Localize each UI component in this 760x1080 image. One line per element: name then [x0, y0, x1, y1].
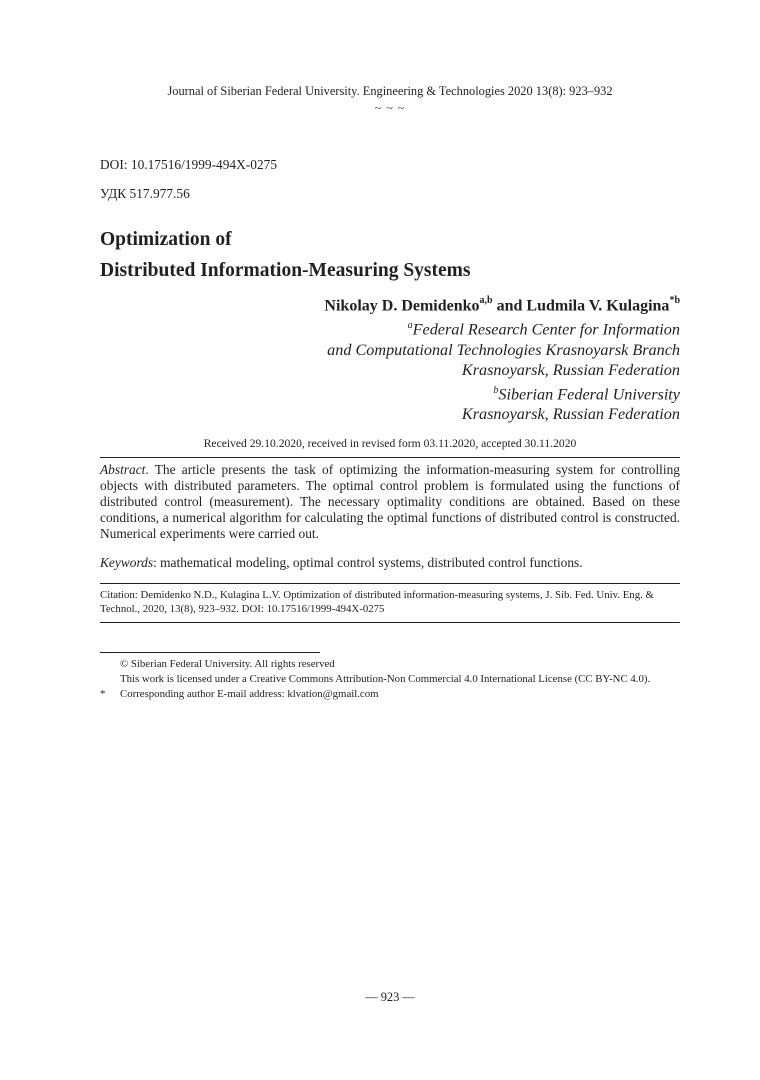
affiliation-a-line-1: $^a$Federal Research Center for Information	[407, 320, 680, 339]
affiliation-a-line-3: Krasnoyarsk, Russian Federation	[461, 361, 680, 380]
license-note: This work is licensed under a Creative Commons Attribution-Non Commercial 4.0 International License (CC BY-NC 4.0).	[120, 673, 651, 685]
author-conjunction: and	[492, 297, 527, 315]
affiliation-b-mark: b	[493, 384, 499, 396]
header-ornament: ~ ~ ~	[374, 101, 406, 115]
citation: Citation: Demidenko N.D., Kulagina L.V. Optimization of distributed information-measuring systems, J. Sib. Fed. Univ. Eng. & Technol., 2020, 13(8), 923–932. DOI: 10.17516/1999-494X-0275	[100, 589, 654, 615]
abstract-text: . The article presents the task of optimizing the information-measuring system for controlling objects with distributed parameters. The optimal control problem is formulated using the functions of distributed control (measurement). The necessary optimality conditions are obtained. Based on these conditions, a numerical algorithm for calculating the optimal functions of distributed control is constructed. Numerical experiments were carried out.	[100, 462, 680, 542]
affiliations	[327, 316, 680, 425]
copyright-note: © Siberian Federal University. All rights reserved	[120, 658, 335, 670]
affiliation-a-line-2: and Computational Technologies Krasnoyarsk Branch	[327, 340, 680, 359]
title-line-2: Distributed Information-Measuring Systems	[100, 260, 471, 281]
author-2-affiliation-mark: *b	[669, 295, 680, 306]
abstract	[100, 462, 680, 542]
page-number: — 923 —	[365, 990, 415, 1004]
doi-line: DOI: 10.17516/1999-494X-0275	[100, 157, 278, 172]
affiliation-b-line-1: $^b$Siberian Federal University	[493, 384, 680, 403]
author-1-name: Nikolay D. Demidenko	[324, 297, 480, 315]
journal-header: Journal of Siberian Federal University. Engineering & Technologies 2020 13(8): 923–932	[167, 84, 613, 98]
author-line	[324, 296, 680, 315]
abstract-top-rule	[100, 457, 680, 458]
affiliation-a-mark: a	[407, 320, 413, 331]
author-2-name: Ludmila V. Kulagina	[526, 297, 670, 315]
keywords-text: : mathematical modeling, optimal control systems, distributed control functions.	[153, 555, 583, 570]
citation-top-rule	[100, 583, 680, 584]
footnote-rule	[100, 652, 320, 653]
affiliation-b-line-2: Krasnoyarsk, Russian Federation	[461, 405, 680, 424]
footnotes	[100, 657, 700, 702]
corresponding-mark: *	[100, 688, 106, 700]
udk-line: УДК 517.977.56	[100, 186, 190, 201]
citation-bottom-rule	[100, 622, 680, 623]
corresponding-author-note: * Corresponding author E-mail address: klvation@gmail.com	[100, 688, 379, 700]
keywords	[100, 555, 680, 571]
abstract-label: Abstract	[100, 462, 146, 477]
keywords-label: Keywords	[100, 555, 154, 570]
title-line-1: Optimization of	[100, 229, 232, 250]
received-dates: Received 29.10.2020, received in revised form 03.11.2020, accepted 30.11.2020	[203, 437, 577, 450]
paper-title	[100, 224, 471, 286]
author-1-affiliation-mark: a,b	[479, 295, 493, 306]
